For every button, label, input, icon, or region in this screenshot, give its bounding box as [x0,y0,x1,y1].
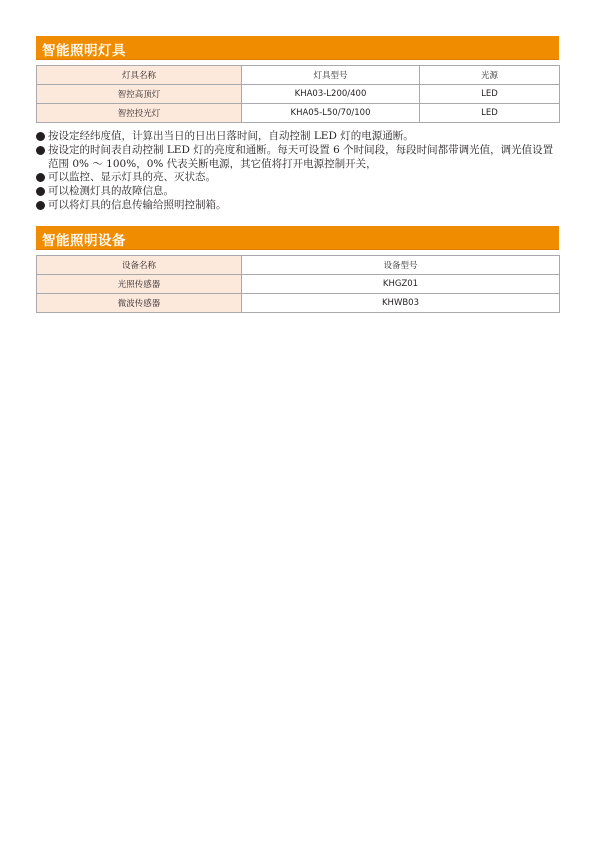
header-cell: 设备型号 [242,256,560,275]
devices-table [36,255,560,313]
table-row [37,85,560,104]
list-item [36,199,561,213]
list-item-text: 按设定的时间表自动控制 LED 灯的亮度和通断。每天可设置 6 个时间段，每段时间都带调光值，调光值设置范围 0% ～ 100%，0% 代表关断电源，其它值将打开电源控制开关， [48,143,554,170]
section-title-devices: 智能照明设备 [42,233,126,249]
table-cell: LED [420,85,560,104]
table-cell: 智控投光灯 [37,104,242,123]
bullet-dot-icon [36,146,45,155]
table-cell: 智控高顶灯 [37,85,242,104]
list-item-text: 可以将灯具的信息传输给照明控制箱。 [48,198,227,211]
section-title-lamps: 智能照明灯具 [42,43,126,59]
list-item-text: 可以检测灯具的故障信息。 [48,185,174,198]
table-row [37,104,560,123]
bullet-dot-icon [36,132,45,141]
header-cell: 光源 [420,66,560,85]
bullet-dot-icon [36,187,45,196]
table-row [37,275,560,294]
list-item [36,130,561,144]
table-cell: LED [420,104,560,123]
table-cell: KHGZ01 [242,275,560,294]
list-item [36,171,561,185]
table-cell: KHA05-L50/70/100 [242,104,420,123]
list-item [36,185,561,199]
header-cell: 设备名称 [37,256,242,275]
table-cell: KHA03-L200/400 [242,85,420,104]
section-header-lamps [36,36,559,60]
list-item [36,144,561,172]
list-item-text: 按设定经纬度值，计算出当日的日出日落时间，自动控制 LED 灯的电源通断。 [48,130,414,142]
table-header-row [37,66,560,85]
bullet-dot-icon [36,201,45,210]
header-cell: 灯具型号 [242,66,420,85]
table-cell: 微波传感器 [37,294,242,313]
list-item-text: 可以监控、显示灯具的亮、灭状态。 [48,171,216,184]
section-header-devices [36,226,559,250]
table-cell: 光照传感器 [37,275,242,294]
table-row [37,294,560,313]
lamps-table [36,65,560,123]
table-header-row [37,256,560,275]
table-cell: KHWB03 [242,294,560,313]
header-cell: 灯具名称 [37,66,242,85]
feature-list [36,130,561,213]
bullet-dot-icon [36,173,45,182]
